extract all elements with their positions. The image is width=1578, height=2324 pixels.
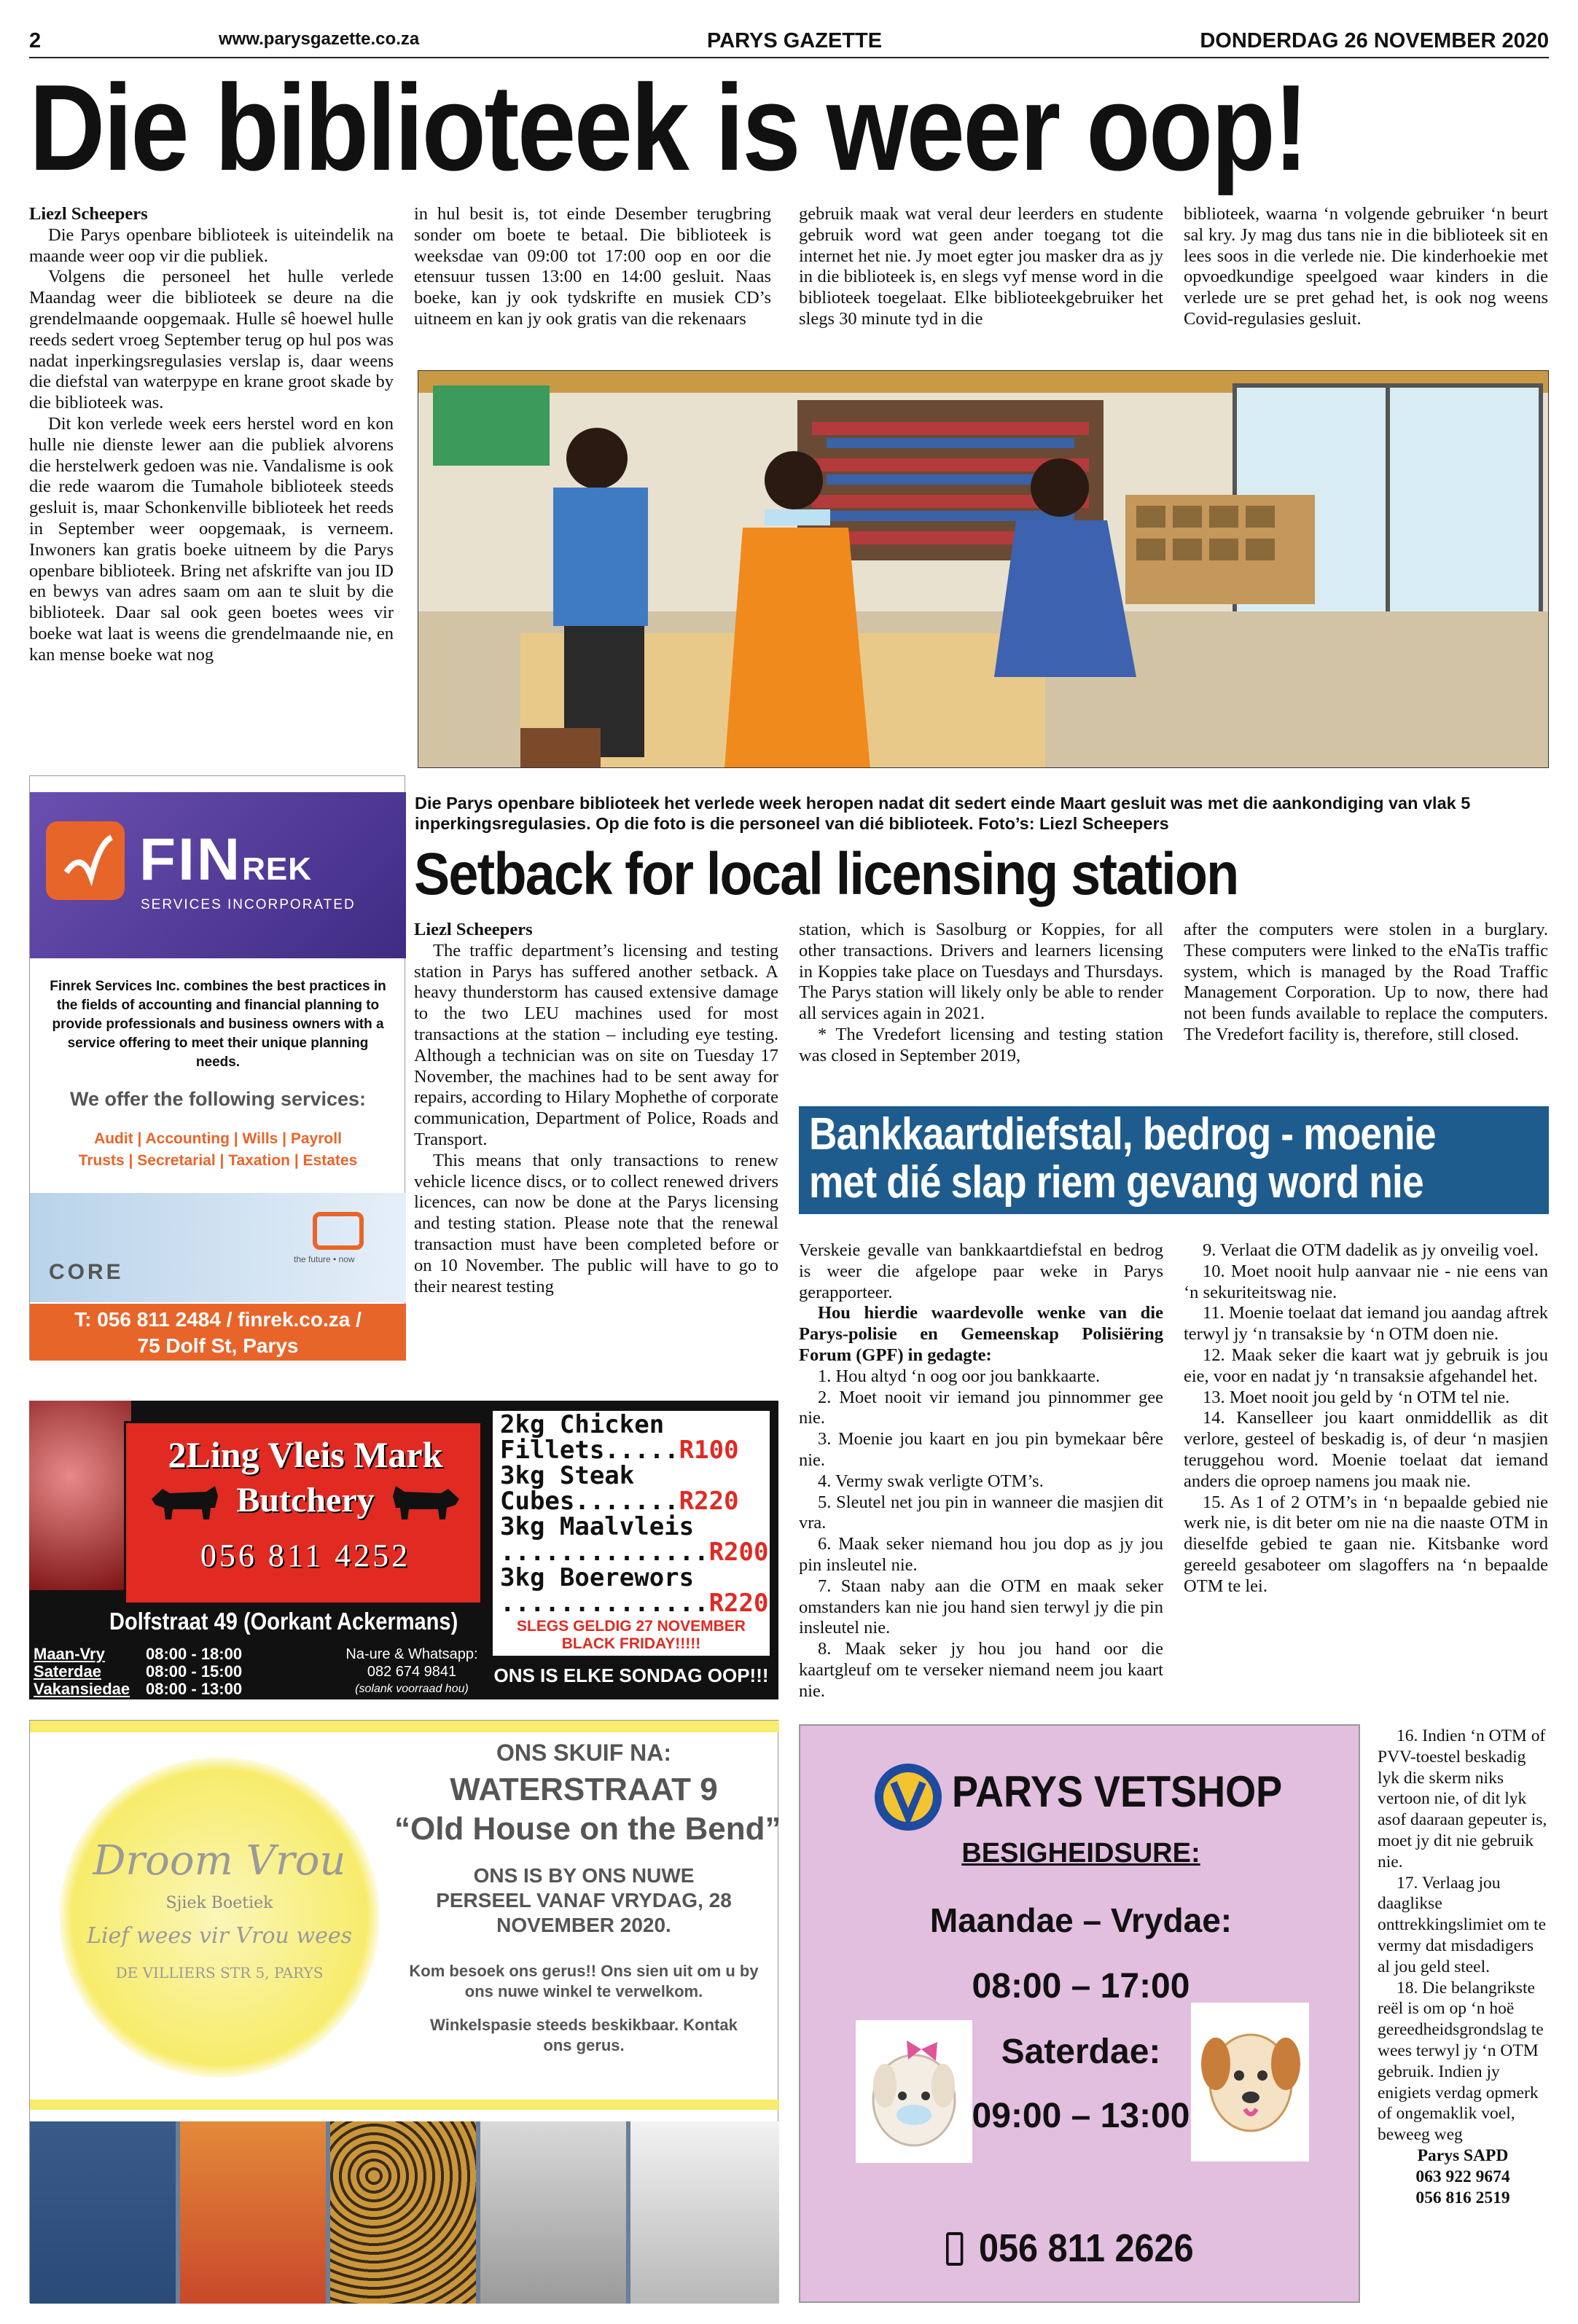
boutique-moving: ONS SKUIF NA: (496, 1740, 671, 1766)
bank-headline (809, 1111, 1436, 1207)
page-number: 2 (29, 29, 42, 52)
tip: 8. Maak seker jy hou jou hand oor die kaartgleuf om te verseker niemand neem jou kaart nie. (799, 1639, 1163, 1701)
specials-list (493, 1411, 770, 1618)
floral-dress-photo (180, 2121, 326, 2304)
signoff: Parys SAPD (1417, 2145, 1509, 2165)
sunday-open: ONS IS ELKE SONDAG OOP!!! (493, 1664, 769, 1686)
mid-stripe (30, 2100, 779, 2110)
paragraph: This means that only transactions to renew vehicle licence discs, or to collect renewed drivers licences, can now be done at the Parys licensing and testing station. Please note that the renewal transaction must have been completed before or on 10 November. The public will have to go to their nearest testing (414, 1150, 778, 1296)
tip: 14. Kanselleer jou kaart onmiddellik as dit verlore, gesteel of beskadig is, of deur ‘n masjien teruggehou word. Moenie toelaat dat iemand anders die oproep namens jou maak nie. (1184, 1408, 1548, 1491)
photo-illustration (418, 371, 1549, 768)
licensing-col3 (1184, 920, 1548, 1046)
bank-col1 (799, 1240, 1163, 1702)
hours-row: Maan-Vry 08:00 - 18:00 (34, 1645, 243, 1663)
clothing-photos (30, 2121, 779, 2304)
tip: 7. Staan naby aan die OTM en maak seker omstanders kan nie jou hand sien terwyl jy die pin insleutel nie. (799, 1576, 1163, 1638)
vetshop-ad[interactable] (799, 1724, 1360, 2303)
tip: 1. Hou altyd ‘n oog oor jou bankkaarte. (818, 1366, 1101, 1386)
paragraph: in hul besit is, tot einde Desember terugbring sonder om boete te betaal. Die biblioteek is weeksdae van 09:00 tot 17:00 oop en oor die etensuur tussen 13:00 en 14:00 gesluit. Naas boeke, kan jy ook tydskrifte en musiek CD’s uitneem en kan jy ook gratis van die rekenaars (414, 204, 771, 329)
tip: 5. Sleutel net jou pin in wanneer die masjien dit vra. (799, 1492, 1163, 1533)
boutique-space: Winkelspasie steeds beskikbaar. Kontak ons gerus. (430, 2016, 738, 2054)
specials-box (493, 1411, 770, 1656)
vetshop-name: PARYS VETSHOP (952, 1767, 1283, 1816)
sapd-phone2: 056 816 2519 (1415, 2188, 1510, 2207)
tip: 18. Die belangrikste reël is om op ‘n hoë gereedheidsgrondslag te wees terwyl jy ‘n OTM gebruik. Indien jy enigiets verdag opmerk of ongemaklik voel, beweeg weg (1378, 1978, 1544, 2145)
boutique-new-premises: ONS IS BY ONS NUWE PERSEEL VANAF VRYDAG, 28 NOVEMBER 2020. (436, 1864, 732, 1936)
special-item: ..............R220 (500, 1589, 769, 1618)
vetshop-saturday: Saterdae: (1001, 2032, 1161, 2071)
boutique-logo-motto: Lief wees vir Vrou wees (87, 1923, 352, 1949)
tip: 12. Maak seker die kaart wat jy gebruik is jou eie, voor en nadat jy ‘n transaksie afgehandel het. (1184, 1345, 1548, 1386)
valid-line2: BLACK FRIDAY!!!!! (561, 1635, 701, 1652)
page-header (29, 26, 1549, 58)
paragraph: biblioteek, waarna ‘n volgende gebruiker ‘n beurt sal kry. Jy mag dus tans nie in die biblioteek sit en lees soos in die verlede nie. Die kinderhoekie met opvoedkundige speelgoed waar kinders in die verlede ure se pret gehad het, is ook nog weens Covid-regulasies gesluit. (1184, 204, 1548, 329)
issue-date: DONDERDAG 26 NOVEMBER 2020 (1200, 29, 1549, 52)
phone-icon (946, 2232, 963, 2266)
licensing-col2 (799, 920, 1163, 1067)
meat-image (29, 1401, 131, 1590)
dog-illustration (1191, 2003, 1309, 2161)
paragraph: Verskeie gevalle van bankkaartdiefstal en bedrog is weer die afgelope paar weke in Parys gerapporteer. (799, 1240, 1163, 1302)
special-item: 3kg Maalvleis (500, 1512, 695, 1541)
bank-headline-line1: Bankkaartdiefstal, bedrog - moenie (809, 1109, 1436, 1159)
boutique-logo-sub: Sjiek Boetiek (165, 1894, 273, 1912)
boutique-logo-name: Droom Vrou (93, 1837, 346, 1885)
specials-valid (493, 1618, 770, 1653)
blouse-photo (630, 2121, 779, 2304)
special-item: Cubes.......R220 (500, 1487, 739, 1516)
finrek-contact-line1: T: 056 811 2484 / finrek.co.za / (74, 1308, 362, 1331)
finrek-services-line1: Audit | Accounting | Wills | Payroll (94, 1130, 342, 1147)
licensing-col1 (414, 920, 778, 1297)
vetshop-weekdays: Maandae – Vrydae: (929, 1901, 1233, 1939)
vetshop-weekday-hours: 08:00 – 17:00 (972, 1967, 1190, 2006)
vetshop-phone[interactable] (946, 2226, 1274, 2271)
vetshop-saturday-hours: 09:00 – 13:00 (972, 2097, 1190, 2135)
finrek-ad[interactable] (29, 775, 405, 1360)
paragraph: Volgens die personeel het hulle verlede Maandag weer die biblioteek se deure na die grendelmaande oopgemaak. Hulle sê hoewel hulle reeds sedert vroeg September terug op hul pos was nadat inperkingsregulasies verslap is, daar weens die diefstal van waterpype en krane groot skade by die biblioteek was. (29, 267, 394, 413)
butchery-address: Dolfstraat 49 (Oorkant Ackermans) (109, 1608, 458, 1635)
butchery-phone[interactable]: 056 811 4252 (200, 1538, 411, 1573)
page-title: Die biblioteek is weer oop! (29, 59, 1307, 196)
licensing-headline: Setback for local licensing station (414, 841, 1238, 907)
finrek-banner (30, 792, 406, 958)
valid-line1: SLEGS GELDIG 27 NOVEMBER (517, 1618, 746, 1635)
boutique-ad[interactable] (29, 1720, 781, 2303)
finrek-description: Finrek Services Inc. combines the best practices in the fields of accounting and financial planning to provide professionals and business owners with a service offering to meet their unique planning needs. (50, 979, 386, 1070)
bank-headline-line2: met dié slap riem gevang word nie (809, 1157, 1423, 1208)
hours-row: Saterdae 08:00 - 15:00 (34, 1662, 243, 1681)
tip: 11. Moenie toelaat dat iemand jou aandag aftrek terwyl jy ‘n transaksie by ‘n OTM doen nie. (1184, 1303, 1548, 1345)
boutique-logo-addr: DE VILLIERS STR 5, PARYS (115, 1964, 324, 1981)
sapd-phone1: 063 922 9674 (1415, 2167, 1510, 2186)
library-article-col3 (799, 204, 1163, 330)
website-link[interactable]: www.parysgazette.co.za (219, 29, 420, 49)
byline: Liezl Scheepers (414, 920, 533, 939)
finrek-logo-text: FINREK (139, 826, 312, 893)
paragraph: after the computers were stolen in a burglary. These computers were linked to the eNaTis traffic system, which is managed by the Road Traffic Management Corporation. Up to now, there had not been funds available to replace the computers. The Vredefort facility is, therefore, still closed. (1184, 920, 1548, 1044)
whatsapp-note: (solank voorraad hou) (355, 1683, 469, 1695)
paragraph: * The Vredefort licensing and testing station was closed in September 2019, (799, 1024, 1163, 1065)
bull-icon (390, 1479, 463, 1522)
butchery-name-line2: Butchery (236, 1481, 375, 1519)
bank-col2 (1184, 1240, 1548, 1597)
finrek-tagline: SERVICES INCORPORATED (141, 897, 356, 912)
tip: 2. Moet nooit vir iemand jou pinnommer gee nie. (799, 1387, 1163, 1428)
special-item: ..............R200 (500, 1538, 769, 1567)
boutique-visit: Kom besoek ons gerus!! Ons sien uit om u by ons nuwe winkel te verwelkom. (409, 1962, 759, 2000)
tip: 13. Moet nooit jou geld by ‘n OTM tel nie. (1203, 1387, 1510, 1407)
library-article-col1 (29, 204, 394, 666)
photo-caption: Die Parys openbare biblioteek het verlede week heropen nadat dit sedert einde Maart gesluit was met die aankondiging van vlak 5 inperkingsregulasies. Op die foto is die personeel van dié biblioteek. Foto’s: Liezl Scheepers (415, 794, 1471, 833)
paragraph: Dit kon verlede week eers herstel word en kon hulle nie dienste lewer aan die publiek alvorens die herstelwerk gedoen was nie. Vandalisme is ook die rede waarom die Tumahole biblioteek steeds gesluit is, maar Schonkenville biblioteek het reeds in September weer oopgemaak, is verneem. Inwoners kan gratis boeke uitneem by die Parys openbare biblioteek. Bring net afskrifte van jou ID en bewys van adres saam om aan te sluit by die biblioteek. Daar sal ook geen boetes wees vir boeke wat laat is weens die grendelmaande nie, en kan mense boeke wat nog (29, 413, 394, 665)
tip: 10. Moet nooit hulp aanvaar nie - nie eens van ‘n sekuriteitswag nie. (1184, 1261, 1548, 1302)
leopard-dress-photo (330, 2121, 476, 2304)
butchery-logo-box (124, 1421, 483, 1605)
special-item: 2kg Chicken (500, 1410, 665, 1439)
finrek-services-title: We offer the following services: (69, 1088, 367, 1110)
puppy-illustration (856, 2020, 972, 2163)
tip: 4. Vermy swak verligte OTM’s. (818, 1471, 1044, 1491)
library-article-col2 (414, 204, 771, 330)
paragraph: The traffic department’s licensing and testing station in Parys has suffered another setback. A heavy thunderstorm has caused extensive damage to the two LEU machines used for most transactions at the station – including eye testing. Although a technician was on site on Tuesday 17 November, the machines had to be sent away for repairs, according to Hilary Mophethe of corporate communication, Department of Police, Roads and Transport. (414, 940, 779, 1149)
tip: 16. Indien ‘n OTM of PVV-toestel beskadig lyk die skerm niks vertoon nie, of dit lyk asof daaraan gepeuter is, moet jy dit nie gebruik nie. (1378, 1726, 1547, 1871)
paper-name: PARYS GAZETTE (707, 29, 883, 52)
library-article-col4 (1184, 204, 1548, 330)
butchery-hours (34, 1646, 296, 1698)
tip: 6. Maak seker niemand hou jou dop as jy jou pin insleutel nie. (799, 1534, 1163, 1575)
whatsapp-number[interactable]: 082 674 9841 (367, 1664, 457, 1680)
tip: 3. Moenie jou kaart en jou pin bymekaar bêre nie. (799, 1429, 1163, 1470)
library-staff-photo (418, 370, 1549, 768)
vetshop-phone-number[interactable]: 056 811 2626 (979, 2226, 1194, 2270)
boutique-street: WATERSTRAAT 9 (450, 1772, 718, 1807)
special-item: Fillets.....R100 (500, 1436, 739, 1465)
core-device-icon (313, 1212, 364, 1250)
paragraph: gebruik maak wat veral deur leerders en studente gebruik word wat geen ander toegang tot die internet het nie. Jy moet egter jou masker dra as jy in die biblioteek is, en slegs vyf mense word in die biblioteek toegelaat. Elke biblioteekgebruiker het slegs 30 minute tyd in die (799, 204, 1163, 329)
core-logo: CORE (49, 1260, 124, 1284)
finrek-contact-line2: 75 Dolf St, Parys (137, 1334, 299, 1357)
tip: 9. Verlaat die OTM dadelik as jy onveilig voel. (1203, 1240, 1539, 1260)
vetshop-logo-icon (872, 1761, 945, 1834)
special-item: 3kg Boerewors (500, 1563, 695, 1592)
top-stripe (30, 1721, 779, 1732)
butchery-name-line1: 2Ling Vleis Mark (168, 1434, 443, 1475)
vetshop-hours-title: BESIGHEIDSURE: (961, 1838, 1200, 1869)
boutique-logo (59, 1757, 380, 2078)
paragraph: station, which is Sasolburg or Koppies, for all other transactions. Drivers and learners licensing in Koppies take place on Tuesdays and Thursdays. The Parys station will likely only be able to render all services again in 2021. (799, 920, 1163, 1024)
boutique-house: “Old House on the Bend” (394, 1811, 781, 1847)
finrek-logo-icon (46, 821, 125, 900)
tip: 15. As 1 of 2 OTM’s in ‘n bepaalde gebied nie werk nie, is dit beter om nie na die naaste OTM in dieselfde gebied te gaan nie. Kitsbanke word gereeld gesaboteer om slagoffers na ‘n bepaalde OTM te lei. (1184, 1492, 1548, 1596)
bull-icon (148, 1479, 221, 1522)
bank-headline-box (799, 1106, 1549, 1214)
paragraph: Die Parys openbare biblioteek is uiteindelik na maande weer oop vir die publiek. (29, 224, 394, 266)
finrek-services-line2: Trusts | Secretarial | Taxation | Estates (78, 1152, 358, 1169)
butchery-ad[interactable] (29, 1401, 778, 1699)
finrek-contact[interactable] (30, 1304, 406, 1361)
whatsapp-label: Na-ure & Whatsapp: (345, 1646, 478, 1662)
core-sub: the future • now (294, 1254, 355, 1264)
byline: Liezl Scheepers (29, 204, 148, 224)
special-item: 3kg Steak (500, 1461, 635, 1490)
finrek-core-banner (30, 1193, 406, 1302)
denim-jacket-photo (30, 2121, 176, 2304)
white-top-photo (480, 2121, 626, 2304)
tip: 17. Verlaag jou daaglikse onttrekkingslimiet om te vermy dat misdadigers al jou geld steel. (1378, 1873, 1547, 1976)
hours-row: Vakansiedae 08:00 - 13:00 (34, 1680, 243, 1698)
paragraph: Hou hierdie waardevolle wenke van die Parys-polisie en Gemeenskap Polisiëring Forum (GPF) in gedagte: (799, 1303, 1163, 1365)
bank-col3 (1378, 1726, 1548, 2208)
butchery-whatsapp[interactable] (313, 1646, 510, 1698)
